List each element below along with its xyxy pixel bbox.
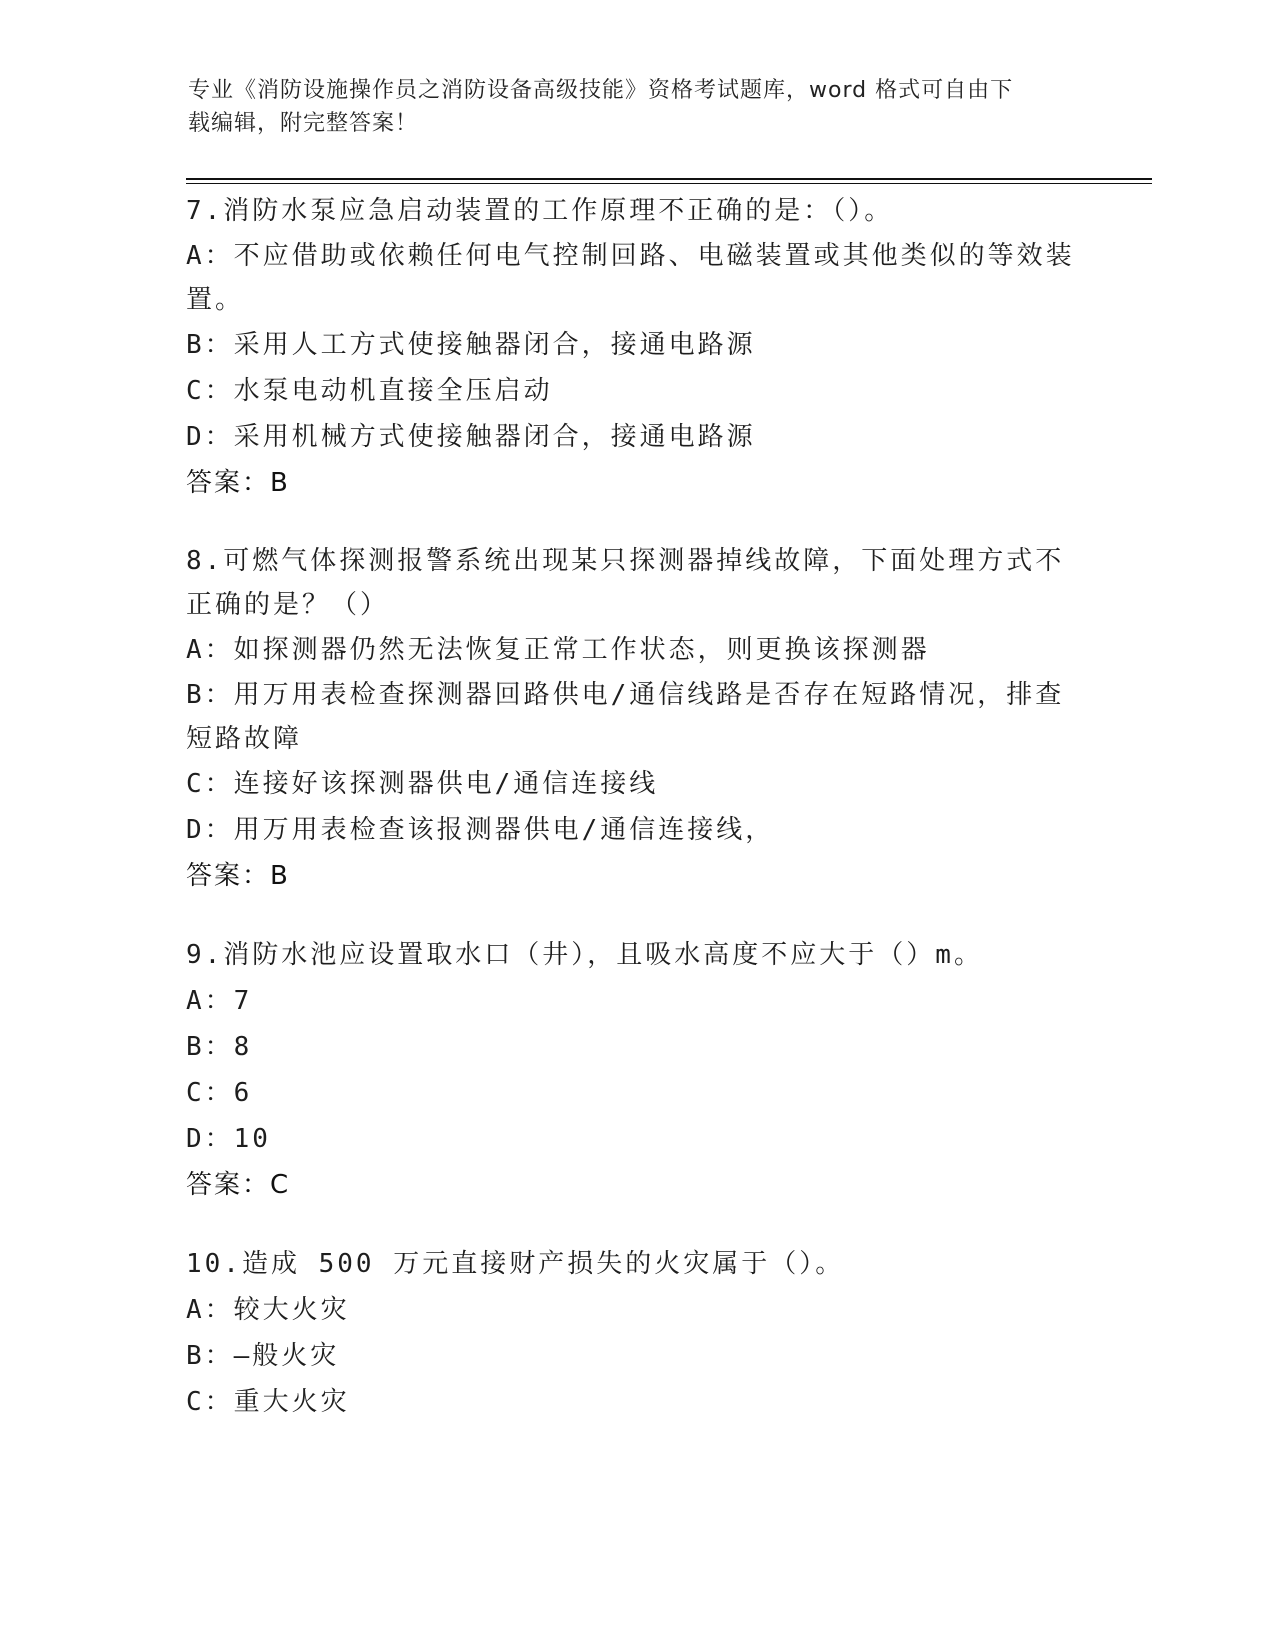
- question-stem: 8.可燃气体探测报警系统出现某只探测器掉线故障，下面处理方式不正确的是？（）: [186, 546, 1065, 620]
- question-10: [186, 1241, 1086, 1425]
- answer-line: 答案：B: [186, 861, 290, 891]
- question-8: [186, 539, 1086, 899]
- document-header: [188, 74, 1068, 140]
- question-list: [186, 188, 1086, 1458]
- question-stem: 10.造成 500 万元直接财产损失的火灾属于（）。: [186, 1249, 845, 1279]
- option-b: B：—般火灾: [186, 1341, 340, 1371]
- question-stem: 7.消防水泵应急启动装置的工作原理不正确的是：（）。: [186, 196, 894, 226]
- question-7: [186, 188, 1086, 506]
- header-rule-thin: [186, 183, 1152, 184]
- option-a: A：不应借助或依赖任何电气控制回路、电磁装置或其他类似的等效装置。: [186, 241, 1075, 315]
- answer-line: 答案：C: [186, 1170, 291, 1200]
- option-b: B：采用人工方式使接触器闭合，接通电路源: [186, 330, 756, 360]
- header-intro-line-1: 专业《消防设施操作员之消防设备高级技能》资格考试题库，word 格式可自由下: [188, 78, 1014, 103]
- option-c: C：重大火灾: [186, 1387, 350, 1417]
- question-stem: 9.消防水池应设置取水口（井），且吸水高度不应大于（）m。: [186, 940, 983, 970]
- option-c: C：连接好该探测器供电/通信连接线: [186, 769, 659, 799]
- option-d: D：10: [186, 1124, 271, 1154]
- option-b: B：8: [186, 1032, 253, 1062]
- option-a: A：较大火灾: [186, 1295, 350, 1325]
- option-c: C：水泵电动机直接全压启动: [186, 376, 553, 406]
- option-a: A：如探测器仍然无法恢复正常工作状态，则更换该探测器: [186, 635, 930, 665]
- answer-line: 答案：B: [186, 468, 290, 498]
- option-d: D：用万用表检查该报测器供电/通信连接线，: [186, 815, 775, 845]
- question-9: [186, 932, 1086, 1208]
- option-b: B：用万用表检查探测器回路供电/通信线路是否存在短路情况，排查短路故障: [186, 680, 1065, 754]
- option-c: C：6: [186, 1078, 253, 1108]
- option-d: D：采用机械方式使接触器闭合，接通电路源: [186, 422, 756, 452]
- header-rule-thick: [186, 178, 1152, 180]
- option-a: A：7: [186, 986, 253, 1016]
- header-intro-line-2: 载编辑，附完整答案！: [188, 111, 419, 136]
